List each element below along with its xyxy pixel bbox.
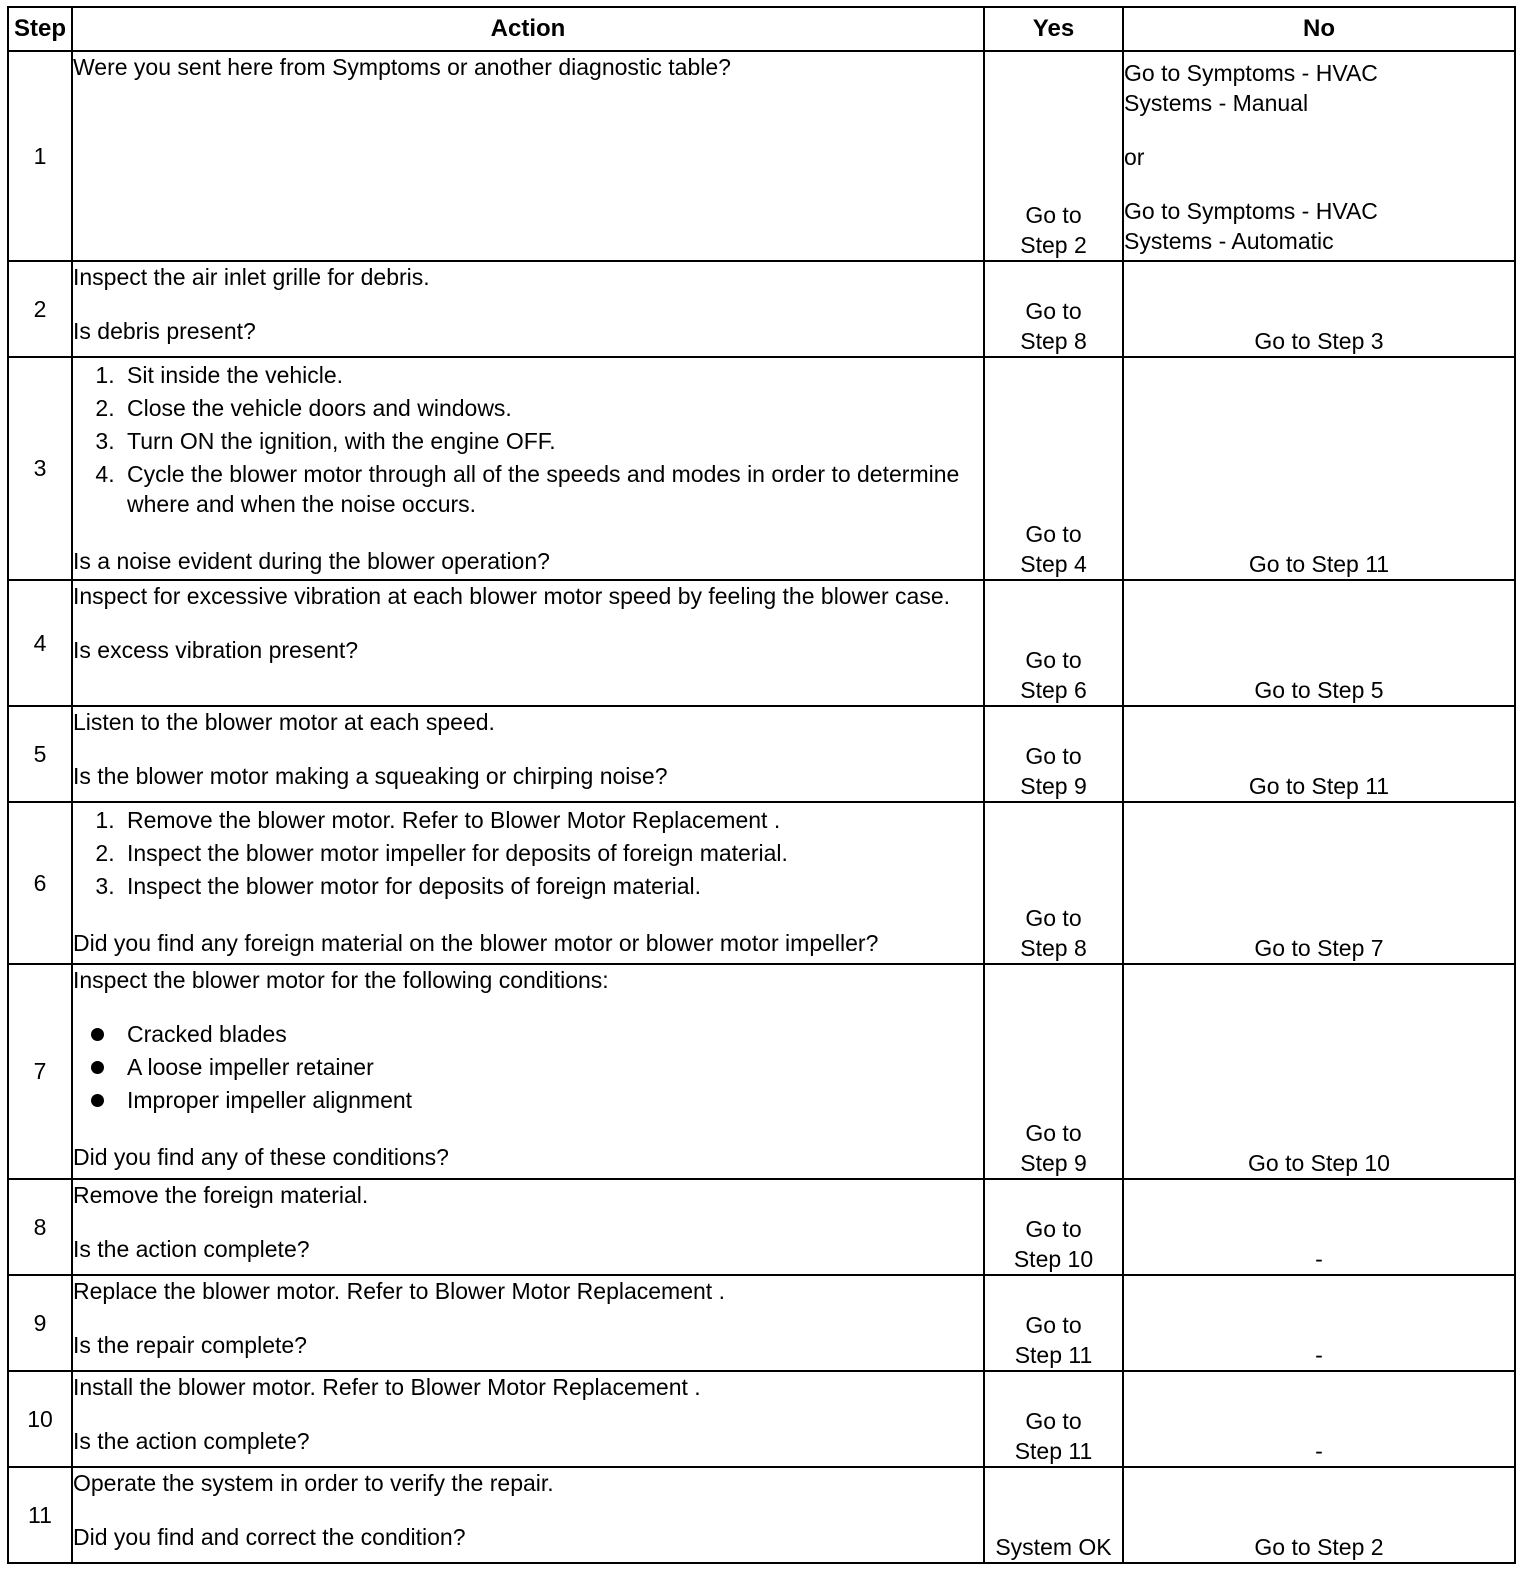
step-number: 10 bbox=[8, 1371, 72, 1467]
no-cell bbox=[1123, 357, 1515, 580]
action-instruction: Replace the blower motor. Refer to Blower Motor Replacement . bbox=[73, 1278, 725, 1304]
yes-cell bbox=[984, 261, 1123, 357]
action-instruction: Inspect for excessive vibration at each blower motor speed by feeling the blower case. bbox=[73, 583, 951, 609]
action-cell bbox=[72, 51, 984, 261]
yes-link-line2[interactable]: Step 8 bbox=[1020, 935, 1087, 961]
action-cell bbox=[72, 706, 984, 802]
yes-link-line1[interactable]: Go to bbox=[1025, 1120, 1082, 1146]
yes-cell bbox=[984, 706, 1123, 802]
action-instruction: Inspect the air inlet grille for debris. bbox=[73, 264, 430, 290]
no-link[interactable]: Go to Step 7 bbox=[1254, 935, 1384, 961]
action-cell bbox=[72, 261, 984, 357]
list-item: 3. Turn ON the ignition, with the engine OFF. bbox=[121, 426, 983, 456]
action-instruction: Operate the system in order to verify the repair. bbox=[73, 1470, 554, 1496]
header-yes: Yes bbox=[984, 7, 1123, 51]
yes-link-line2[interactable]: Step 6 bbox=[1020, 677, 1087, 703]
action-question: Did you find any of these conditions? bbox=[73, 1144, 449, 1170]
step-number: 3 bbox=[8, 357, 72, 580]
procedure-list bbox=[73, 360, 983, 519]
table-row bbox=[8, 261, 1515, 357]
no-cell bbox=[1123, 964, 1515, 1179]
no-dash: - bbox=[1315, 1438, 1323, 1464]
action-question: Is the action complete? bbox=[73, 1428, 310, 1454]
no-link-manual-line2[interactable]: Systems - Manual bbox=[1124, 90, 1309, 116]
yes-link-line2[interactable]: Step 2 bbox=[1020, 232, 1087, 258]
yes-link-line2[interactable]: Step 9 bbox=[1020, 1150, 1087, 1176]
table-row bbox=[8, 802, 1515, 964]
table-row bbox=[8, 706, 1515, 802]
table-row bbox=[8, 1179, 1515, 1275]
no-cell bbox=[1123, 1467, 1515, 1563]
diagnostic-table bbox=[7, 6, 1516, 1564]
header-action: Action bbox=[72, 7, 984, 51]
yes-cell bbox=[984, 1179, 1123, 1275]
yes-link-line2[interactable]: Step 4 bbox=[1020, 551, 1087, 577]
yes-cell bbox=[984, 580, 1123, 706]
yes-link-line2[interactable]: Step 10 bbox=[1013, 1246, 1094, 1272]
list-item: 2. Close the vehicle doors and windows. bbox=[121, 393, 983, 423]
list-item: 1. Remove the blower motor. Refer to Blower Motor Replacement . bbox=[121, 805, 983, 835]
no-link[interactable]: Go to Step 10 bbox=[1248, 1150, 1390, 1176]
no-or-text: or bbox=[1124, 144, 1145, 170]
list-item: Cracked blades bbox=[121, 1019, 983, 1049]
action-cell bbox=[72, 357, 984, 580]
no-dash: - bbox=[1315, 1342, 1323, 1368]
step-number: 9 bbox=[8, 1275, 72, 1371]
list-item: 2. Inspect the blower motor impeller for deposits of foreign material. bbox=[121, 838, 983, 868]
action-cell bbox=[72, 802, 984, 964]
table-row bbox=[8, 1371, 1515, 1467]
no-link[interactable]: Go to Step 3 bbox=[1254, 328, 1384, 354]
list-item: 4. Cycle the blower motor through all of the speeds and modes in order to determine where and when the noise occurs. bbox=[121, 459, 983, 519]
header-step: Step bbox=[8, 7, 72, 51]
yes-link-line1[interactable]: Go to bbox=[1025, 647, 1082, 673]
header-no: No bbox=[1123, 7, 1515, 51]
action-question: Is the blower motor making a squeaking or chirping noise? bbox=[73, 763, 668, 789]
list-item: 3. Inspect the blower motor for deposits of foreign material. bbox=[121, 871, 983, 901]
yes-link-line1[interactable]: Go to bbox=[1025, 743, 1082, 769]
yes-link-line2[interactable]: Step 9 bbox=[1020, 773, 1087, 799]
table-row bbox=[8, 580, 1515, 706]
yes-link-line2[interactable]: Step 11 bbox=[1014, 1438, 1093, 1464]
yes-cell bbox=[984, 1467, 1123, 1563]
step-number: 1 bbox=[8, 51, 72, 261]
table-row bbox=[8, 1275, 1515, 1371]
yes-link-line1[interactable]: Go to bbox=[1025, 1216, 1082, 1242]
action-question: Is debris present? bbox=[73, 318, 256, 344]
step-number: 2 bbox=[8, 261, 72, 357]
no-link-automatic-line2[interactable]: Systems - Automatic bbox=[1124, 228, 1334, 254]
action-cell bbox=[72, 580, 984, 706]
condition-list bbox=[73, 1019, 983, 1115]
action-cell bbox=[72, 1179, 984, 1275]
yes-cell bbox=[984, 964, 1123, 1179]
no-cell bbox=[1123, 1179, 1515, 1275]
action-question: Is the repair complete? bbox=[73, 1332, 307, 1358]
no-cell bbox=[1123, 580, 1515, 706]
yes-cell bbox=[984, 1275, 1123, 1371]
yes-cell bbox=[984, 51, 1123, 261]
yes-cell bbox=[984, 1371, 1123, 1467]
table-row bbox=[8, 51, 1515, 261]
list-item: A loose impeller retainer bbox=[121, 1052, 983, 1082]
step-number: 6 bbox=[8, 802, 72, 964]
yes-link-line2[interactable]: Step 11 bbox=[1014, 1342, 1093, 1368]
no-link[interactable]: Go to Step 11 bbox=[1248, 551, 1390, 577]
yes-link-line1[interactable]: Go to bbox=[1025, 1312, 1082, 1338]
yes-system-ok: System OK bbox=[995, 1534, 1112, 1560]
no-link[interactable]: Go to Step 5 bbox=[1254, 677, 1384, 703]
action-question: Did you find any foreign material on the blower motor or blower motor impeller? bbox=[73, 930, 879, 956]
yes-link-line2[interactable]: Step 8 bbox=[1020, 328, 1087, 354]
list-item: Improper impeller alignment bbox=[121, 1085, 983, 1115]
no-cell bbox=[1123, 706, 1515, 802]
yes-link-line1[interactable]: Go to bbox=[1025, 521, 1082, 547]
action-instruction: Listen to the blower motor at each speed. bbox=[73, 709, 495, 735]
step-number: 4 bbox=[8, 580, 72, 706]
no-cell bbox=[1123, 261, 1515, 357]
table-row bbox=[8, 1467, 1515, 1563]
table-row bbox=[8, 357, 1515, 580]
action-question: Is the action complete? bbox=[73, 1236, 310, 1262]
yes-cell bbox=[984, 357, 1123, 580]
action-question: Is excess vibration present? bbox=[73, 637, 359, 663]
no-link[interactable]: Go to Step 11 bbox=[1248, 773, 1390, 799]
list-item: 1. Sit inside the vehicle. bbox=[121, 360, 983, 390]
action-question: Did you find and correct the condition? bbox=[73, 1524, 466, 1550]
yes-cell bbox=[984, 802, 1123, 964]
action-question: Were you sent here from Symptoms or another diagnostic table? bbox=[73, 54, 731, 80]
no-cell bbox=[1123, 1371, 1515, 1467]
action-cell bbox=[72, 964, 984, 1179]
no-link-manual-line1[interactable]: Go to Symptoms - HVAC bbox=[1124, 60, 1378, 86]
no-cell bbox=[1123, 1275, 1515, 1371]
no-cell bbox=[1123, 802, 1515, 964]
action-cell bbox=[72, 1275, 984, 1371]
action-question: Is a noise evident during the blower operation? bbox=[73, 548, 550, 574]
step-number: 5 bbox=[8, 706, 72, 802]
yes-link-line1[interactable]: Go to bbox=[1025, 202, 1082, 228]
action-instruction: Install the blower motor. Refer to Blower Motor Replacement . bbox=[73, 1374, 701, 1400]
yes-link-line1[interactable]: Go to bbox=[1025, 905, 1082, 931]
table-row bbox=[8, 964, 1515, 1179]
action-instruction: Remove the foreign material. bbox=[73, 1182, 369, 1208]
action-cell bbox=[72, 1371, 984, 1467]
procedure-list bbox=[73, 805, 983, 901]
step-number: 11 bbox=[8, 1467, 72, 1563]
table-header-row bbox=[8, 7, 1515, 51]
step-number: 7 bbox=[8, 964, 72, 1179]
step-number: 8 bbox=[8, 1179, 72, 1275]
action-cell bbox=[72, 1467, 984, 1563]
action-instruction: Inspect the blower motor for the following conditions: bbox=[73, 967, 609, 993]
yes-link-line1[interactable]: Go to bbox=[1025, 298, 1082, 324]
no-link-automatic-line1[interactable]: Go to Symptoms - HVAC bbox=[1124, 198, 1378, 224]
no-link[interactable]: Go to Step 2 bbox=[1254, 1534, 1384, 1560]
no-dash: - bbox=[1315, 1246, 1323, 1272]
no-cell bbox=[1123, 51, 1515, 261]
yes-link-line1[interactable]: Go to bbox=[1025, 1408, 1082, 1434]
